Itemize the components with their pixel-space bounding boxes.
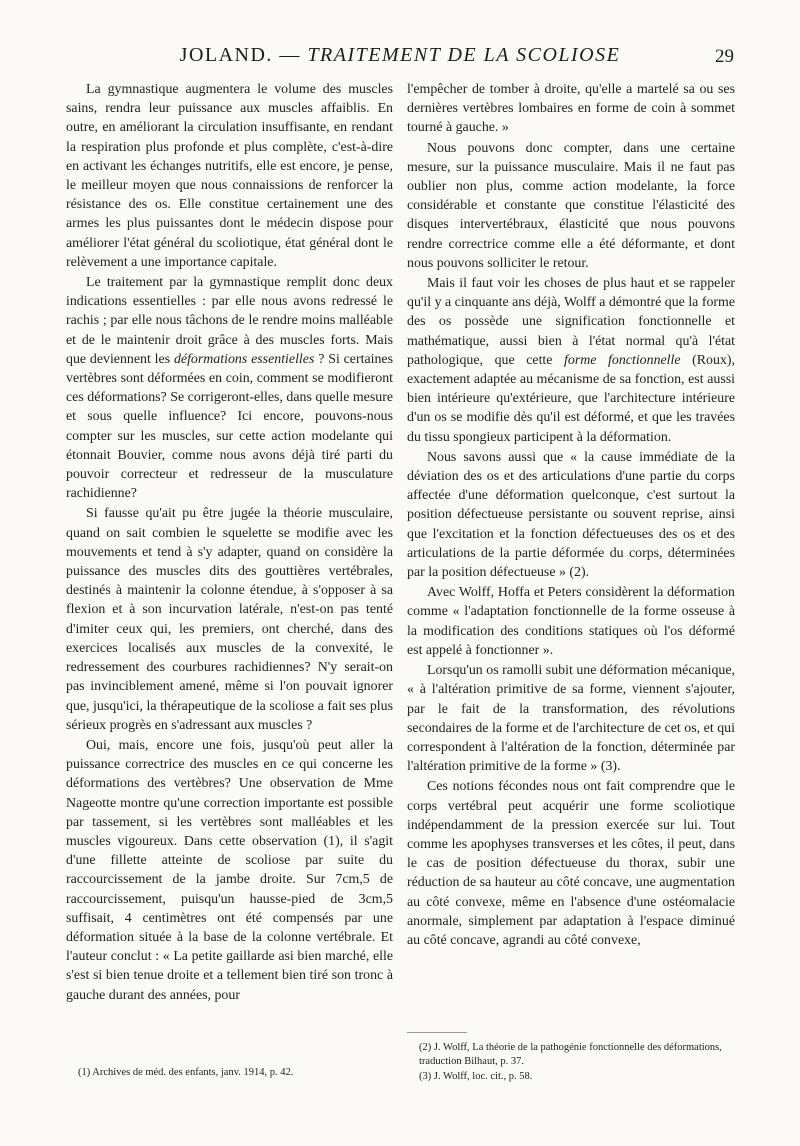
- paragraph: Mais il faut voir les choses de plus haut et se rappeler qu'il y a cinquante ans déjà, Wolff a démontré que la forme des os possède une signification fonctionnelle et mathématique, aussi bien à l'état normal qu'à l'état pathologique, que cette forme fonctionnelle (Roux), exactement adaptée au mécanisme de sa fonction, est aussi bien intérieure qu'extérieure, que l'architecture intérieure d'un os se modifie dès qu'il est déformé, et que les travées du tissu spongieux participent à la déformation.: [407, 276, 735, 445]
- paragraph: La gymnastique augmentera le volume des muscles sains, rendra leur puissance aux muscles affaiblis. En outre, en améliorant la circulation insuffisante, en rendant la respiration plus profonde et plus complète, c'est-à-dire en activant les échanges nutritifs, elle est encore, je pense, le meilleur moyen que nous connaissions de renforcer la résistance des os. Elle constitue certainement une des armes les plus puissantes dont le médecin dispose pour améliorer l'état général du scoliotique, état général dont le relèvement a une importance capitale.: [66, 82, 393, 270]
- left-column: [66, 80, 393, 1005]
- paragraph: Nous pouvons donc compter, dans une certaine mesure, sur la puissance musculaire. Mais il ne faut pas oublier non plus, comme action modelante, la force considérable et constante que constitue l'élasticité des disques intervertébraux, élasticité que nous pouvons rendre correctrice comme elle a été déformante, et dont nous pouvons solliciter le retour.: [407, 140, 735, 271]
- paragraph: Avec Wolff, Hoffa et Peters considèrent la déformation comme « l'adaptation fonctionnelle de la forme osseuse à la modification des conditions statiques où l'os déformé est appelé à fonctionner ».: [407, 585, 735, 658]
- paragraph: Ces notions fécondes nous ont fait comprendre que le corps vertébral peut acquérir une forme scoliotique indépendamment de la pression exercée sur lui. Tout comme les apophyses transverses et les côtes, il peut, dans le cas de position défectueuse du thorax, subir une réduction de sa hauteur au côté concave, une augmentation au côté convexe, même en l'absence d'une ostéomalacie anormale, simplement par adaptation à l'espace diminué au côté concave, agrandi au côté convexe,: [407, 779, 735, 948]
- paragraph: l'empêcher de tomber à droite, qu'elle a martelé sa ou ses dernières vertèbres lombaires en forme de coin à sommet tourné à gauche. »: [407, 82, 735, 136]
- paragraph: Si fausse qu'ait pu être jugée la théorie musculaire, quand on sait combien le squelette se modifie avec les mouvements et tend à s'y adapter, quand on considère la puissance des muscles dits des gouttières vertébrales, destinés à maintenir la colonne étendue, à s'opposer à sa flexion et à son incurvation latérale, n'est-on pas tenté d'imiter ceux qui, les premiers, ont cherché, dans des exercices localisés aux muscles de la convexité, le redressement des courbures rachidiennes? N'y serait-on pas invinciblement amené, même si l'on pouvait ignorer que, jusqu'ici, la thérapeutique de la scoliose a fait ses plus sérieux progrès en s'adressant aux muscles ?: [66, 506, 393, 733]
- footnotes-left: [78, 1066, 398, 1081]
- emphasis: forme fonctionnelle: [564, 352, 681, 368]
- paragraph: Nous savons aussi que « la cause immédiate de la déviation des os et des articulations d'une partie du corps affectée d'une déformation quelconque, c'est surtout la position défectueuse persistante ou souvent reprise, ainsi que l'excitation et la fonction défectueuses des os et des articulations de la partie déformée du corps, déterminées par la position défectueuse » (2).: [407, 449, 735, 581]
- running-header: [66, 44, 734, 74]
- right-column: [407, 80, 735, 950]
- footnote-divider: [407, 1032, 467, 1033]
- article-title: TRAITEMENT DE LA SCOLIOSE: [307, 44, 621, 66]
- paragraph: Le traitement par la gymnastique remplit donc deux indications essentielles : par elle nous avons redressé le rachis ; par elle nous tâchons de le rendre moins malléable et de le maintenir droit grâce à des muscles forts. Mais que deviennent les déformations essentielles ? Si certaines vertèbres sont déformées en coin, comment se modifieront ces déformations? Se corrigeront-elles, dans quelle mesure et sous quelle influence? Ici encore, pouvons-nous compter sur les muscles, sur cette action modelante qui étonnait Bouvier, comme nous avons déjà tiré parti du pouvoir correcteur et redresseur de la musculature rachidienne?: [66, 275, 393, 502]
- footnote: (1) Archives de méd. des enfants, janv. 1914, p. 42.: [78, 1067, 294, 1078]
- running-title: [66, 44, 734, 67]
- footnote: (2) J. Wolff, La théorie de la pathogénie fonctionnelle des déformations, traduction Bilhaut, p. 37.: [419, 1042, 722, 1067]
- footnotes-right: [419, 1041, 739, 1085]
- paragraph: Oui, mais, encore une fois, jusqu'où peut aller la puissance correctrice des muscles en ce qui concerne les déformations des vertèbres? Une observation de Mme Nageotte montre qu'une correction importante est possible par tassement, si les vertèbres sont malléables et les muscles vigoureux. Dans cette observation (1), il s'agit d'une fillette atteinte de scoliose par suite du raccourcissement de la jambe droite. Sur 7cm,5 de raccourcissement, puisqu'un hausse-pied de 3cm,5 suffisait, 4 centimètres ont été compensés par une déformation située à la base de la colonne vertébrale. Et l'auteur conclut : « La petite gaillarde asi bien marché, elle s'est si bien tenue droite et a tellement bien tiré son tronc à gauche durant des années, pour: [66, 737, 393, 1003]
- page-number: 29: [715, 46, 734, 67]
- emphasis: déformations essentielles: [173, 351, 315, 367]
- paragraph: Lorsqu'un os ramolli subit une déformation mécanique, « à l'altération primitive de sa forme, viennent s'ajouter, par le fait de la transformation, des révolutions secondaires de la forme et de l'architecture de cet os, et qui correspondent à l'altération de la fonction, déterminée par l'altération primitive de la forme » (3).: [407, 663, 735, 775]
- author-name: JOLAND. —: [179, 44, 308, 66]
- footnote: (3) J. Wolff, loc. cit., p. 58.: [419, 1071, 533, 1082]
